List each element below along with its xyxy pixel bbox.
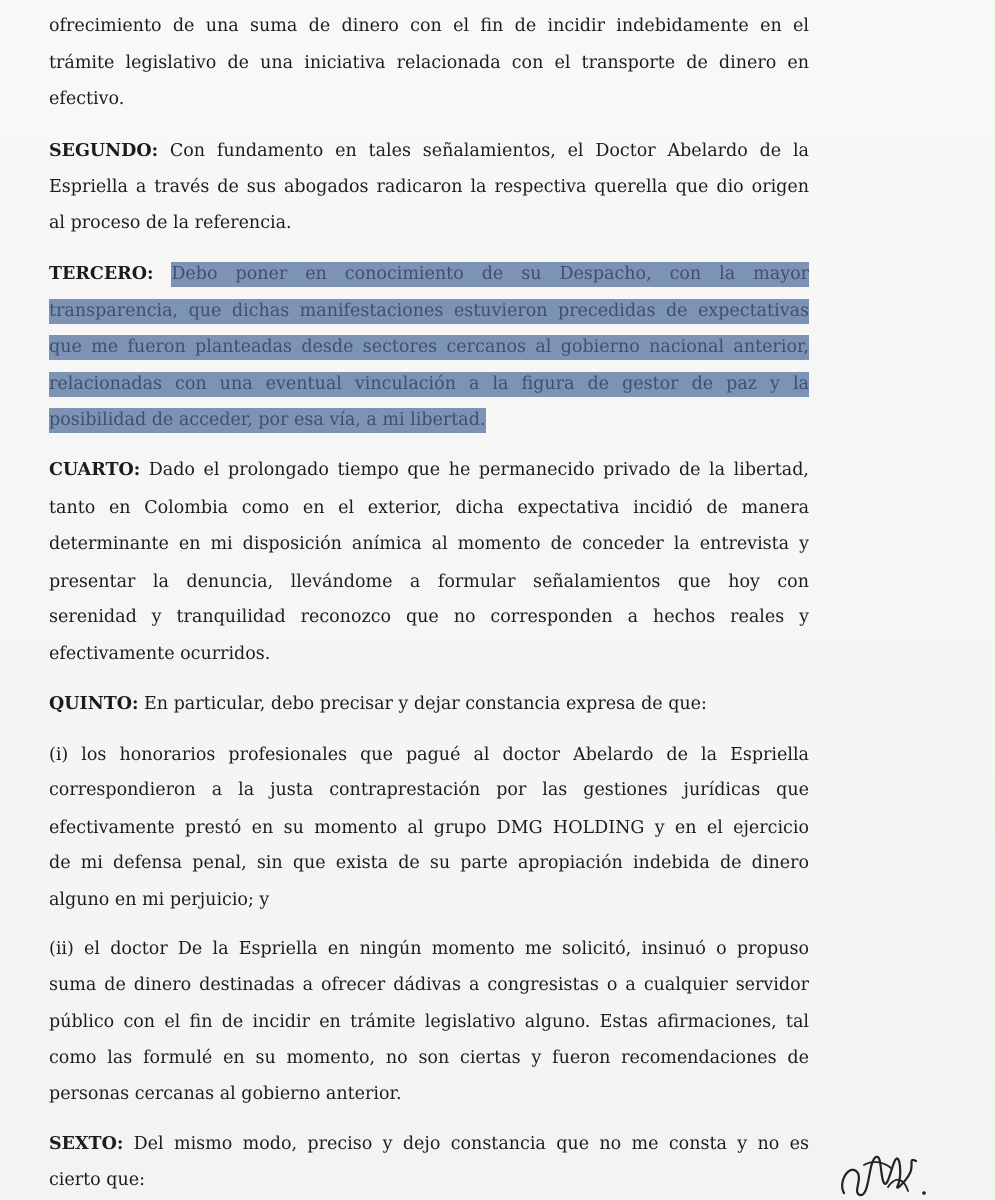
- text-span: Con fundamento en tales señalamientos, el Doctor Abelardo de la: [169, 141, 809, 161]
- highlighted-line: [49, 297, 809, 325]
- heading-sexto: SEXTO:: [49, 1134, 124, 1154]
- paragraph-cuarto-line: [49, 456, 809, 484]
- text-line: efectivamente ocurridos.: [49, 644, 271, 664]
- highlighted-line: [49, 370, 809, 398]
- text-line: Espriella a través de sus abogados radicaron la respectiva querella que dio origen: [49, 177, 809, 197]
- text-line: de mi defensa penal, sin que exista de su parte apropiación indebida de dinero: [49, 853, 809, 873]
- text-line: trámite legislativo de una iniciativa relacionada con el transporte de dinero en: [49, 53, 809, 73]
- paragraph-tercero-line: [49, 260, 809, 288]
- text-line: como las formulé en su momento, no son ciertas y fueron recomendaciones de: [49, 1048, 809, 1068]
- text-line: correspondieron a la justa contraprestación por las gestiones jurídicas que: [49, 780, 809, 800]
- heading-tercero: TERCERO:: [49, 264, 154, 284]
- text-span: Dado el prolongado tiempo que he permanecido privado de la libertad,: [148, 460, 809, 480]
- paragraph-quinto-line: [49, 690, 707, 718]
- highlighted-line: [49, 406, 486, 434]
- text-line: presentar la denuncia, llevándome a formular señalamientos que hoy con: [49, 572, 809, 592]
- heading-cuarto: CUARTO:: [49, 460, 141, 480]
- text-line: serenidad y tranquilidad reconozco que no corresponden a hechos reales y: [49, 607, 809, 627]
- highlighted-text: relacionadas con una eventual vinculación a la figura de gestor de paz y la: [49, 372, 809, 397]
- highlighted-text: transparencia, que dichas manifestaciones estuvieron precedidas de expectativas: [49, 299, 809, 324]
- text-line: tanto en Colombia como en el exterior, dicha expectativa incidió de manera: [49, 498, 809, 518]
- text-span: Del mismo modo, preciso y dejo constancia que no me consta y no es: [133, 1134, 809, 1154]
- heading-quinto: QUINTO:: [49, 694, 139, 714]
- text-line: público con el fin de incidir en trámite legislativo alguno. Estas afirmaciones, tal: [49, 1012, 809, 1032]
- paragraph-sexto-line: [49, 1130, 809, 1158]
- text-line: ofrecimiento de una suma de dinero con el fin de incidir indebidamente en el: [49, 16, 809, 36]
- text-line: (ii) el doctor De la Espriella en ningún momento me solicitó, insinuó o propuso: [49, 939, 809, 959]
- text-line: al proceso de la referencia.: [49, 213, 292, 233]
- highlighted-text: que me fueron planteadas desde sectores cercanos al gobierno nacional anterior,: [49, 335, 809, 360]
- heading-segundo: SEGUNDO:: [49, 141, 159, 161]
- text-line: efectivamente prestó en su momento al grupo DMG HOLDING y en el ejercicio: [49, 818, 809, 838]
- text-line: efectivo.: [49, 89, 125, 109]
- text-line: cierto que:: [49, 1170, 145, 1190]
- text-line: (i) los honorarios profesionales que pagué al doctor Abelardo de la Espriella: [49, 745, 809, 765]
- text-line: alguno en mi perjuicio; y: [49, 890, 270, 910]
- highlighted-line: [49, 333, 809, 361]
- highlighted-text: posibilidad de acceder, por esa vía, a mi libertad.: [49, 408, 486, 433]
- text-line: personas cercanas al gobierno anterior.: [49, 1084, 402, 1104]
- highlighted-text: Debo poner en conocimiento de su Despacho, con la mayor: [171, 262, 809, 287]
- text-span: En particular, debo precisar y dejar constancia expresa de que:: [144, 694, 707, 714]
- text-line: suma de dinero destinadas a ofrecer dádivas a congresistas o a cualquier servidor: [49, 975, 809, 995]
- paragraph-segundo-line: [49, 137, 809, 165]
- text-line: determinante en mi disposición anímica al momento de conceder la entrevista y: [49, 534, 809, 554]
- handwritten-signature: [830, 1135, 940, 1200]
